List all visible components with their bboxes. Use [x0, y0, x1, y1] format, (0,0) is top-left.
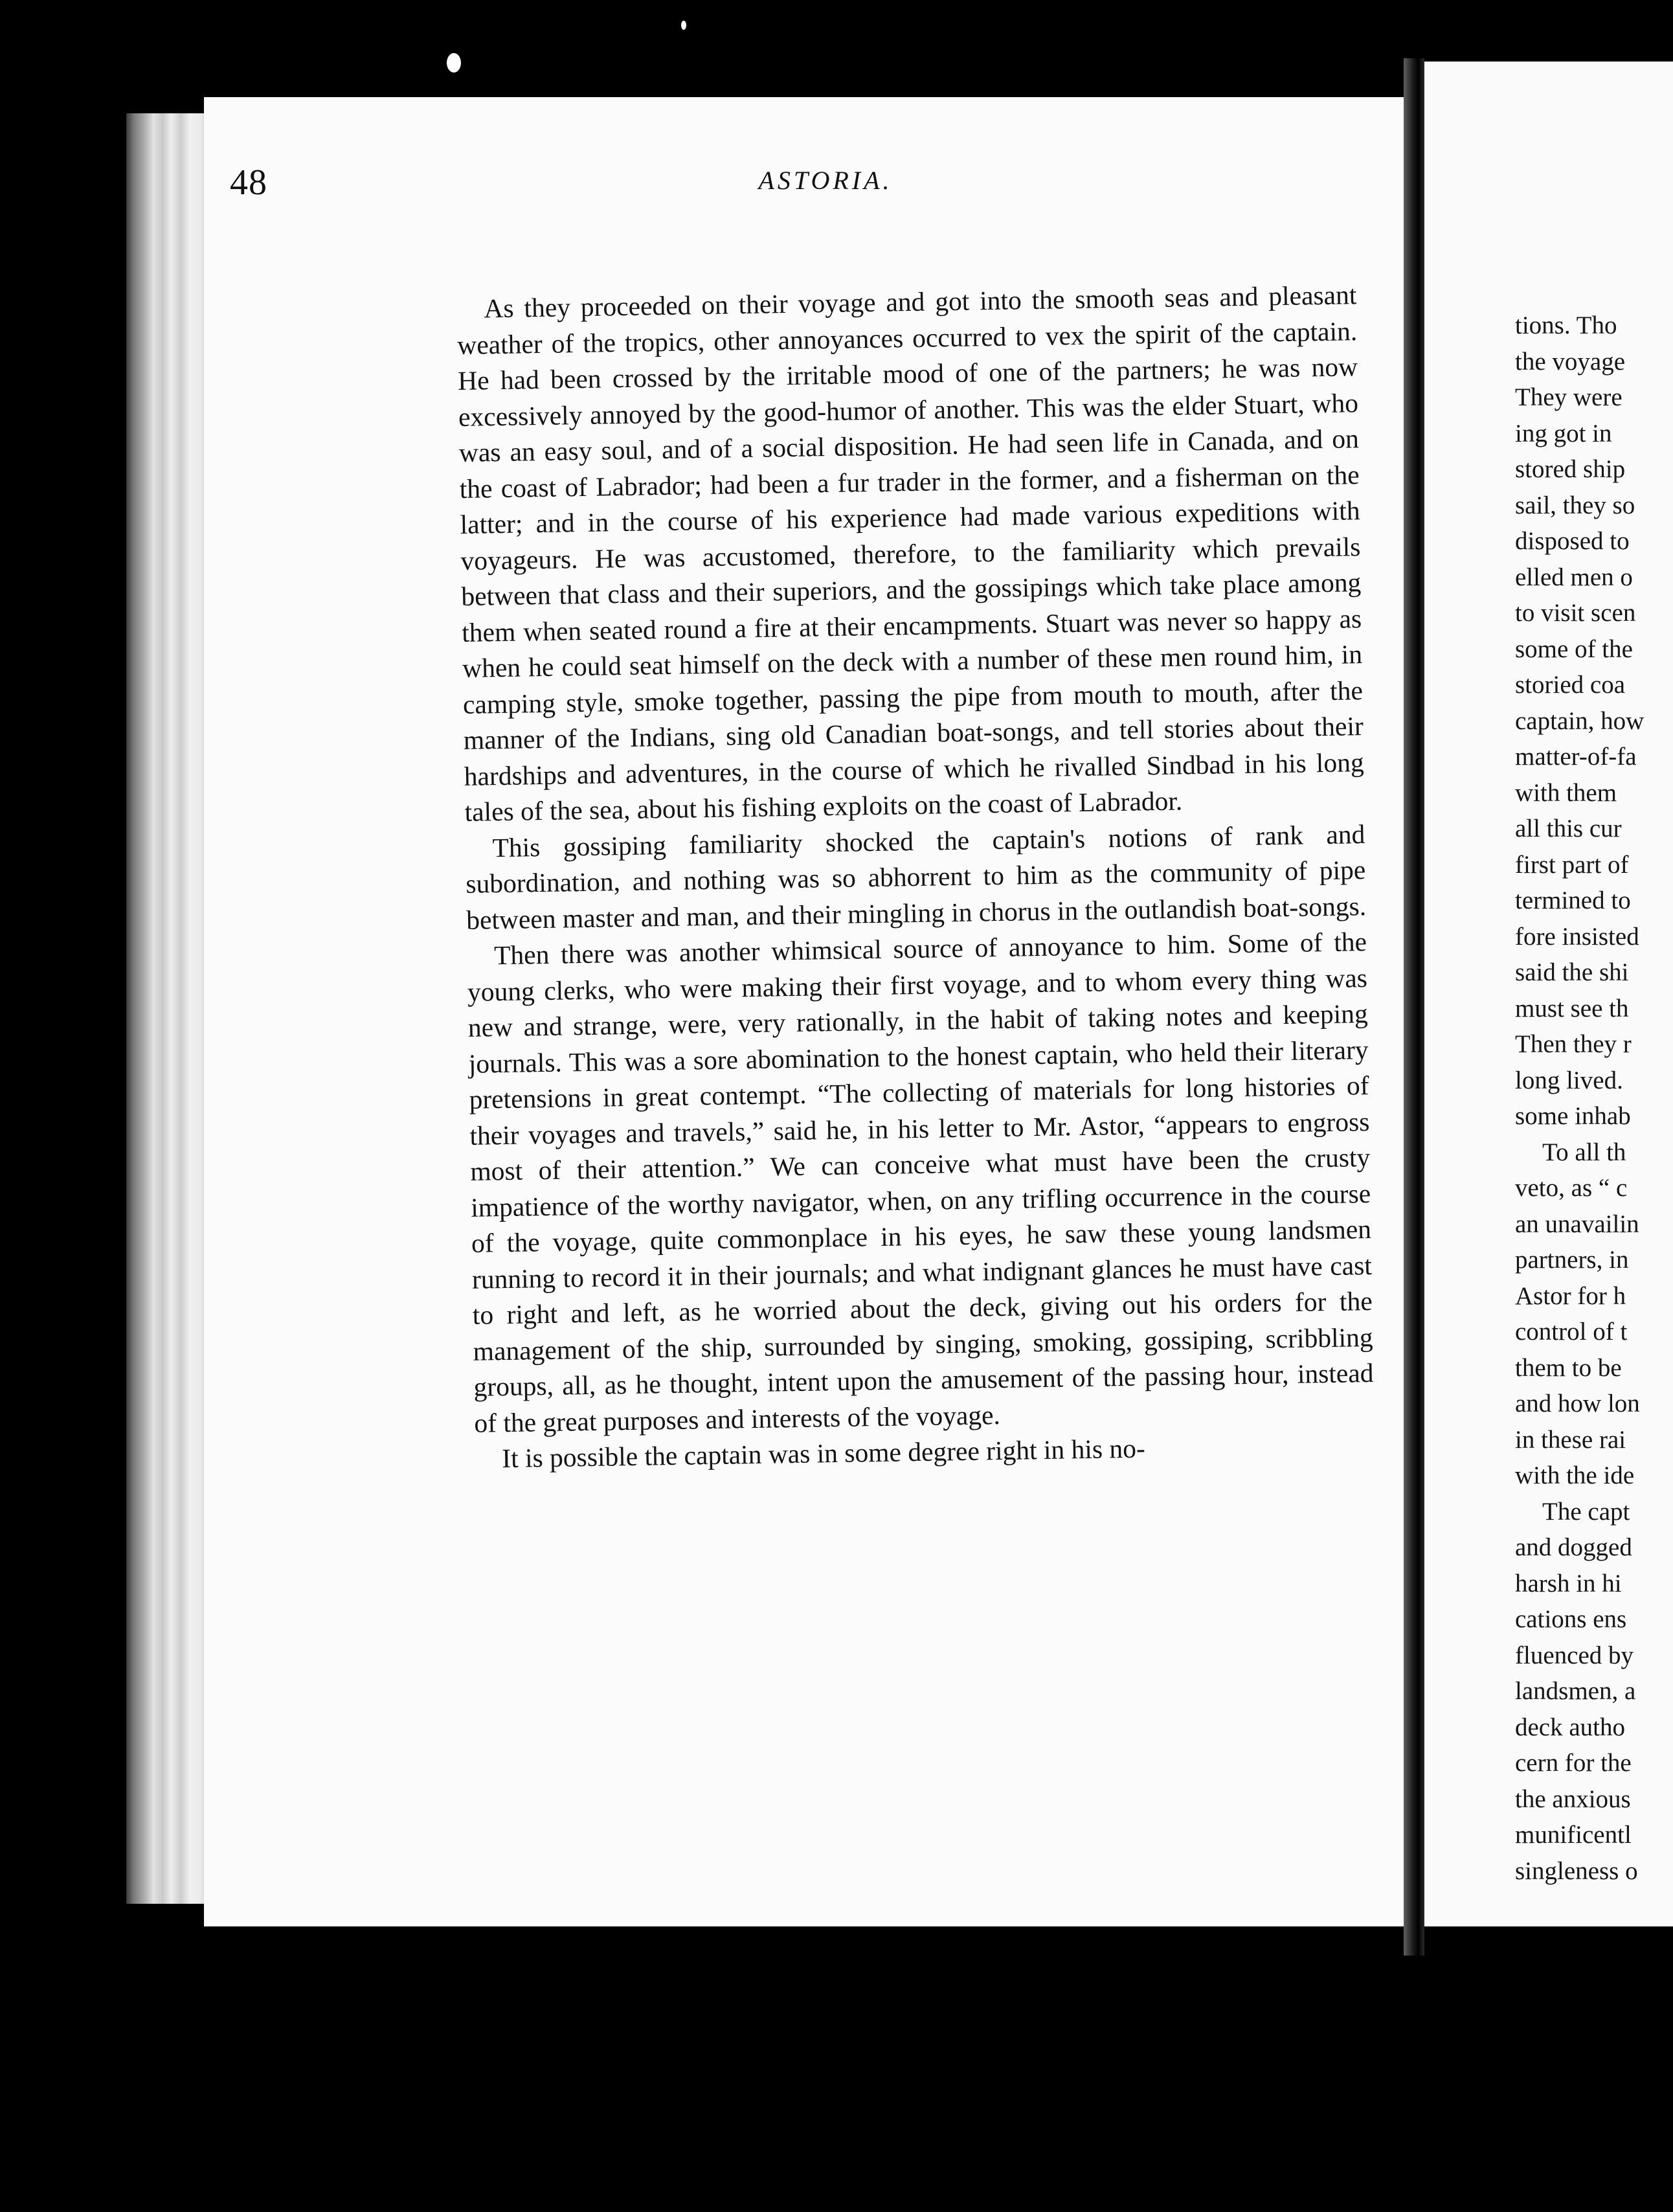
- right-page-line: said the shi: [1515, 958, 1629, 986]
- right-page-text: [1515, 308, 1673, 1889]
- right-page-line: cations ens: [1515, 1605, 1627, 1633]
- right-page-line: deck autho: [1515, 1713, 1626, 1741]
- book-gutter: [1404, 58, 1424, 1956]
- right-page-line: all this cur: [1515, 815, 1622, 842]
- paragraph: This gossiping familiarity shocked the captain's notions of rank and subordination, and nothing was so abhorrent to him as the community of pipe between master and man, and their mingling in chorus in the outlandish boat-songs.: [466, 818, 1367, 935]
- right-page-line: landsmen, a: [1515, 1677, 1636, 1705]
- body-text: [456, 277, 1375, 1477]
- right-page-line: control of t: [1515, 1318, 1628, 1346]
- right-page-line: singleness o: [1515, 1857, 1638, 1885]
- right-page-line: stored ship: [1515, 455, 1626, 483]
- right-page-line: fore insisted: [1515, 922, 1639, 951]
- paragraph: Then there was another whimsical source of annoyance to him. Some of the young clerks, who were making their first voyage, and to whom every thing was new and strange, were, very rationally, in the habit of taking notes and keeping journals. This was a sore abomination to the honest captain, who held their literary pretensions in great contempt. “The collecting of materials for long histories of their voyages and travels,” said he, in his letter to Mr. Astor, “appears to engross most of their attention.” We can conceive what must have been the crusty impatience of the worthy navigator, when, on any trifling occurrence in the course of the voyage, quite commonplace in his eyes, he saw these young landsmen running to record it in their journals; and what indignant glances he must have cast to right and left, as he worried about the deck, giving out his orders for the management of the ship, surrounded by singing, smoking, gossiping, scribbling groups, all, as he thought, intent upon the amusement of the passing hour, instead of the great purposes and interests of the voyage.: [467, 927, 1374, 1438]
- right-page-line: with them: [1515, 778, 1617, 807]
- right-page-line: cern for the: [1515, 1749, 1632, 1777]
- right-page-line: first part of: [1515, 850, 1629, 879]
- paragraph: As they proceeded on their voyage and got into the smooth seas and pleasant weather of the tropics, other annoyances occurred to vex the spirit of the captain. He had been crossed by the irritable mood of one of the partners; he was now excessively annoyed by the good-humor of another. This was the elder Stuart, who was an easy soul, and of a social disposition. He had seen life in Canada, and on the coast of Labrador; had been a fur trader in the former, and a fisherman on the latter; and in the course of his experience had made various expeditions with voyageurs. He was accustomed, therefore, to the familiarity which prevails between that class and their superiors, and the gossipings which take place among them when seated round a fire at their encampments. Stuart was never so happy as when he could seat himself on the deck with a number of these men round him, in camping style, smoke together, passing the pipe from mouth to mouth, after the manner of the Indians, sing old Canadian boat-songs, and tell stories about their hardships and adventures, in the course of which he rivalled Sindbad in his long tales of the sea, about his fishing exploits on the coast of Labrador.: [456, 280, 1364, 827]
- right-page-line: fluenced by: [1515, 1641, 1634, 1669]
- right-page-line: storied coa: [1515, 671, 1626, 699]
- right-page-line: disposed to: [1515, 527, 1630, 555]
- right-page-line: sail, they so: [1515, 491, 1635, 519]
- right-page-line: long lived.: [1515, 1066, 1623, 1094]
- right-page: [1424, 62, 1673, 1926]
- dust-speck: [447, 53, 461, 73]
- right-page-line: matter-of-fa: [1515, 743, 1637, 771]
- dust-speck: [681, 21, 686, 30]
- right-page-line: some of the: [1515, 635, 1633, 663]
- right-page-line: tions. Tho: [1515, 311, 1617, 339]
- right-page-line: the voyage: [1515, 347, 1626, 376]
- right-page-line: in these rai: [1515, 1425, 1626, 1454]
- right-page-line: Astor for h: [1515, 1281, 1626, 1310]
- right-page-line: partners, in: [1515, 1246, 1629, 1274]
- running-head: ASTORIA.: [758, 166, 893, 195]
- right-page-line: veto, as “ c: [1515, 1174, 1628, 1202]
- right-page-line: Then they r: [1515, 1030, 1632, 1058]
- right-page-line: with the ide: [1515, 1462, 1635, 1489]
- right-page-line: some inhab: [1515, 1102, 1631, 1130]
- right-page-line: The capt: [1542, 1497, 1630, 1526]
- page-stack-edge: [126, 113, 204, 1904]
- right-page-line: and how lon: [1515, 1390, 1640, 1417]
- right-page-line: must see th: [1515, 994, 1629, 1022]
- right-page-line: ing got in: [1515, 419, 1612, 447]
- right-page-line: They were: [1515, 383, 1622, 411]
- right-page-line: elled men o: [1515, 563, 1633, 591]
- right-page-line: and dogged: [1515, 1533, 1632, 1561]
- page-number: 48: [230, 163, 267, 203]
- right-page-line: To all th: [1542, 1138, 1626, 1166]
- right-page-line: to visit scen: [1515, 599, 1636, 627]
- right-page-line: munificentl: [1515, 1821, 1632, 1849]
- right-page-line: them to be: [1515, 1353, 1622, 1382]
- right-page-line: harsh in hi: [1515, 1569, 1622, 1597]
- right-page-line: an unavailin: [1515, 1210, 1639, 1238]
- right-page-line: termined to: [1515, 886, 1631, 914]
- right-page-line: captain, how: [1515, 706, 1645, 735]
- paragraph: It is possible the captain was in some degree right in his no-: [501, 1433, 1146, 1474]
- right-page-line: the anxious: [1515, 1785, 1631, 1813]
